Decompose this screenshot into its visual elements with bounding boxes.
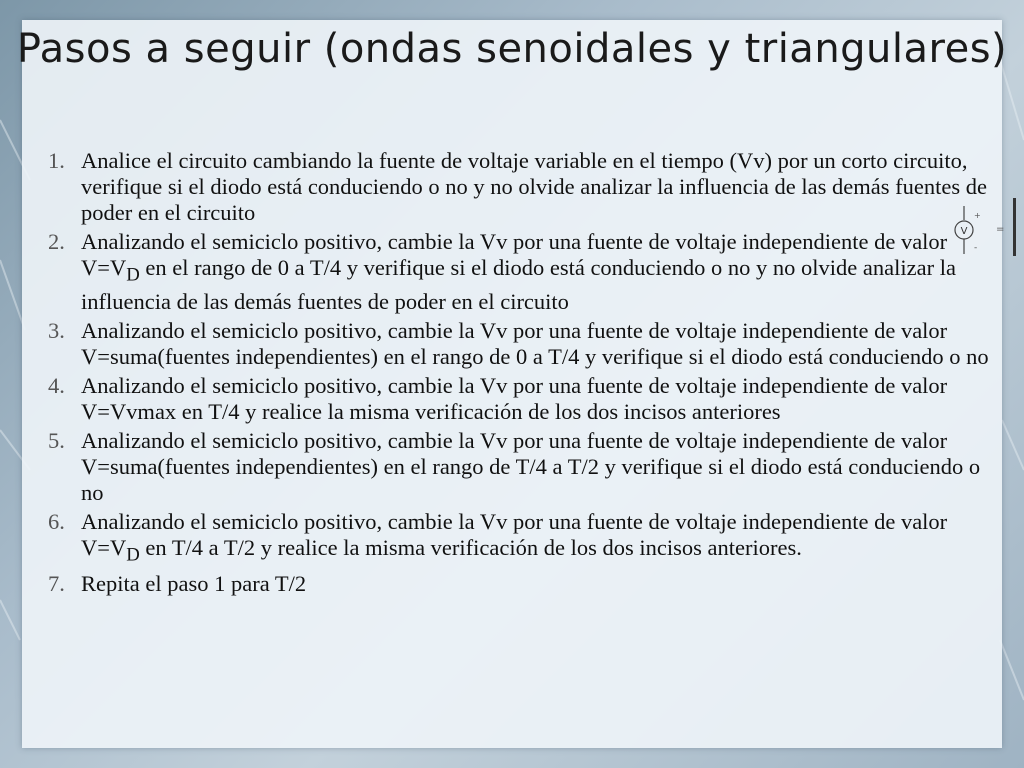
step-text-after: en T/4 a T/2 y realice la misma verificación de los dos incisos anteriores.: [139, 534, 802, 560]
voltage-source-icon: [952, 206, 982, 258]
slide-title: Pasos a seguir (ondas senoidales y triangulares): [16, 26, 1008, 72]
step-number: 7.: [48, 571, 65, 596]
step-text: Repita el paso 1 para T/2: [81, 571, 307, 596]
step-text-before: Analizando el semiciclo positivo, cambie la Vv por una fuente de voltaje independiente de valor V=V: [81, 508, 948, 560]
plus-sign: +: [974, 211, 981, 220]
step-text-after: en el rango de 0 a T/4 y verifique si el diodo está conduciendo o no y no olvide analizar la influencia de las demás fuentes de poder en el circuito: [81, 255, 956, 314]
step-text-before: Analizando el semiciclo positivo, cambie la Vv por una fuente de voltaje independiente de valor V=V: [81, 229, 948, 280]
voltage-source-label: V: [960, 226, 968, 237]
list-item: [48, 373, 998, 425]
subscript: D: [126, 264, 140, 286]
list-item: [48, 318, 998, 370]
steps-list: [48, 148, 998, 600]
minus-sign: -: [974, 243, 978, 253]
subscript: D: [126, 544, 140, 565]
step-text: Analizando el semiciclo positivo, cambie la Vv por una fuente de voltaje independiente de valor V=Vvmax en T/4 y realice la misma verificación de los dos incisos anteriores: [81, 372, 948, 424]
step-text: [81, 508, 948, 565]
step-number: 1.: [48, 148, 65, 173]
list-item: [48, 571, 998, 597]
step-number: 4.: [48, 372, 65, 398]
list-item: [48, 229, 998, 315]
step-number: 2.: [48, 229, 65, 254]
step-text: Analice el circuito cambiando la fuente de voltaje variable en el tiempo (Vv) por un corto circuito, verifique si el diodo está conduciendo o no y no olvide analizar la influencia de las demás fuentes de poder en el circuito: [81, 148, 987, 225]
step-number: 3.: [48, 317, 65, 343]
step-text: Analizando el semiciclo positivo, cambie la Vv por una fuente de voltaje independiente de valor V=suma(fuentes independientes) en el rango de 0 a T/4 y verifique si el diodo está conduciendo o no: [81, 317, 989, 369]
list-item: [48, 148, 998, 226]
step-number: 6.: [48, 508, 65, 534]
step-number: 5.: [48, 427, 65, 453]
step-text: Analizando el semiciclo positivo, cambie la Vv por una fuente de voltaje independiente de valor V=suma(fuentes independientes) en el rango de T/4 a T/2 y verifique si el diodo está conduciendo o no: [81, 427, 981, 505]
edge-line: [1013, 198, 1016, 256]
list-item: [48, 428, 998, 506]
step-text: [81, 229, 956, 314]
edge-equals-sign: =: [996, 224, 1005, 235]
list-item: [48, 509, 998, 569]
